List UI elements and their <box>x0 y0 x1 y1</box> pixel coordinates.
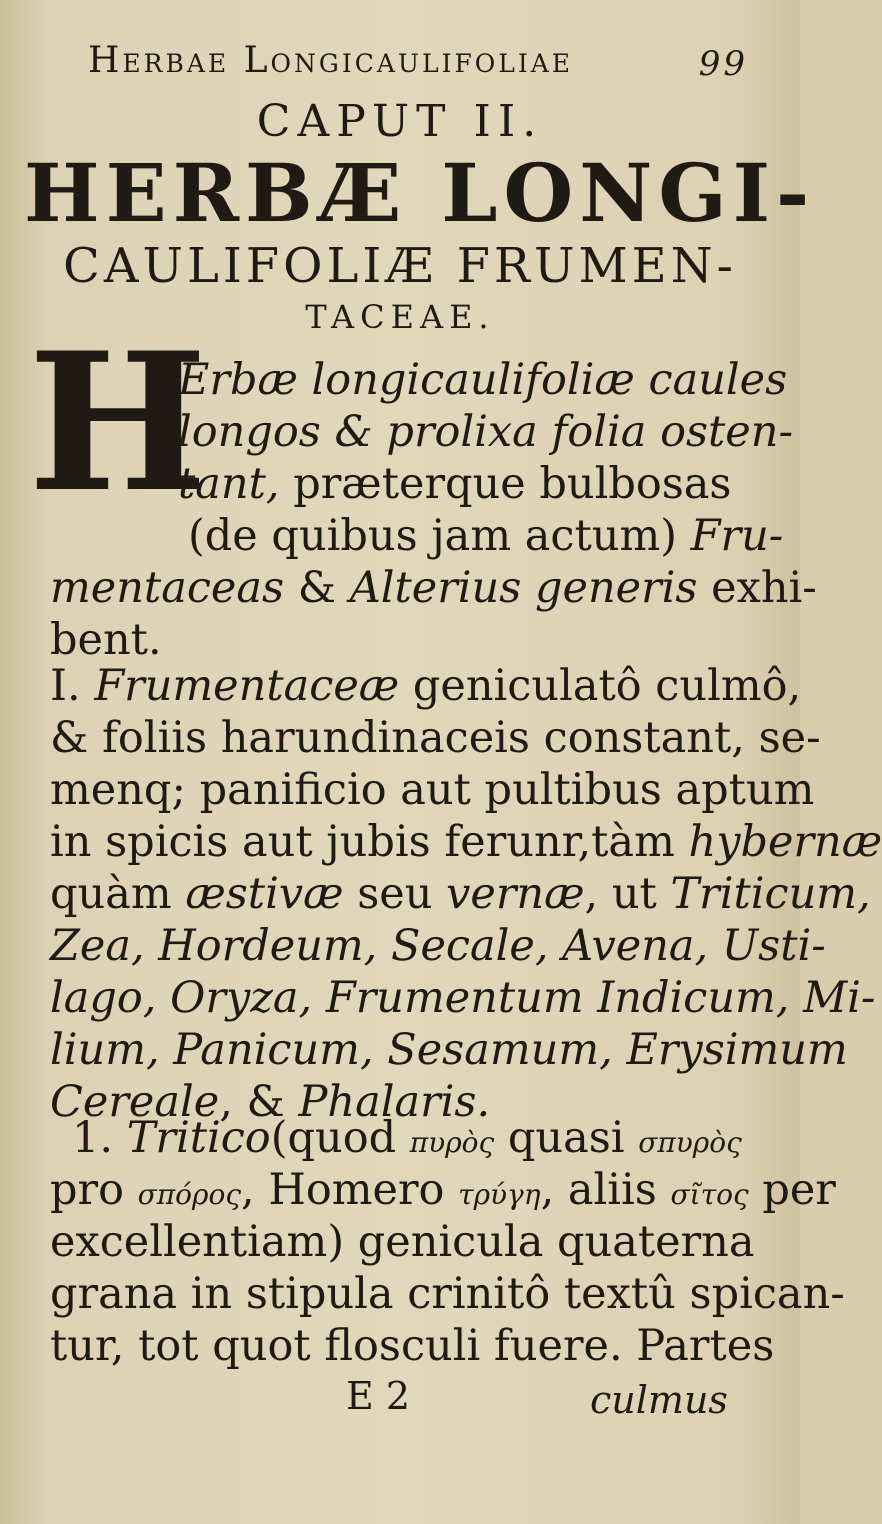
text-run: per <box>748 1165 836 1215</box>
text-line: Zea, Hordeum, Secale, Avena, Usti- <box>50 921 826 971</box>
text-run: I. <box>50 661 95 711</box>
text-line: menq; panificio aut pultibus aptum <box>50 765 815 815</box>
text-run: (quod <box>270 1113 410 1163</box>
text-line: longos & prolixa folia osten- <box>178 407 793 457</box>
text-line <box>20 816 882 868</box>
text-run: in spicis aut jubis ferunr,tàm <box>50 817 689 867</box>
chapter-title-line-2: CAULIFOLIÆ FRUMEN- <box>63 238 737 294</box>
text-run: seu <box>343 869 447 919</box>
text-line: lium, Panicum, Sesamum, Erysimum <box>50 1025 848 1075</box>
text-run: Alterius generis <box>349 563 698 613</box>
chapter-title-line-3: TACEAE. <box>305 298 495 336</box>
page-number: 99 <box>698 44 748 84</box>
text-run: præterque bulbosas <box>279 459 732 509</box>
text-run: , Homero <box>241 1165 459 1215</box>
text-line <box>20 868 871 920</box>
text-run: vernæ <box>446 869 585 919</box>
text-line <box>20 1164 836 1216</box>
text-line <box>20 562 817 614</box>
text-line <box>20 458 740 510</box>
text-run: , aliis <box>540 1165 671 1215</box>
greek-word: πυρὸς <box>409 1126 495 1159</box>
text-run: pro <box>50 1165 138 1215</box>
text-line: tur, tot quot flosculi fuere. Partes <box>50 1321 775 1371</box>
text-run: Phalaris. <box>298 1077 491 1127</box>
text-line <box>20 660 802 712</box>
greek-word: σπόρος <box>137 1178 242 1211</box>
text-run: (de quibus jam actum) <box>188 511 691 561</box>
text-line: excellentiam) genicula quaterna <box>50 1217 755 1267</box>
text-run: æstivæ <box>185 869 344 919</box>
text-line <box>20 510 784 562</box>
text-run: Triticum, <box>670 869 871 919</box>
text-line: grana in stipula crinitô textû spican- <box>50 1269 845 1319</box>
text-run: , & <box>219 1077 299 1127</box>
text-run: geniculatô culmô, <box>399 661 802 711</box>
text-run: quasi <box>494 1113 639 1163</box>
text-run: quàm <box>50 869 186 919</box>
catchword: culmus <box>590 1378 728 1422</box>
text-run: Fru- <box>690 511 784 561</box>
paragraph-two <box>20 1112 845 1372</box>
running-head-title: Herbae Longicaulifoliae <box>88 40 574 81</box>
text-run: mentaceas <box>50 563 285 613</box>
text-run: 1. <box>72 1113 127 1163</box>
intro-paragraph <box>20 354 817 666</box>
greek-word: σπυρὸς <box>638 1126 742 1159</box>
text-line: bent. <box>50 615 162 665</box>
drop-cap: H <box>28 311 208 534</box>
text-run: Tritico <box>126 1113 271 1163</box>
text-line: & foliis harundinaceis constant, se- <box>50 713 821 763</box>
greek-word: σῖτος <box>670 1178 749 1211</box>
chapter-label: CAPUT II. <box>256 96 544 147</box>
signature-mark: E 2 <box>346 1374 410 1418</box>
text-line: Erbæ longicaulifoliæ caules <box>178 355 788 405</box>
paragraph-one <box>20 660 882 1128</box>
text-run: Frumentaceæ <box>94 661 400 711</box>
text-run: tant, <box>178 459 280 509</box>
text-run: hybernæ <box>688 817 882 867</box>
text-run: & <box>284 563 350 613</box>
text-run: , ut <box>584 869 671 919</box>
chapter-title-line-1: HERBÆ LONGI- <box>24 146 816 240</box>
text-run: exhi- <box>697 563 817 613</box>
running-head <box>88 40 748 90</box>
text-run: Cereale <box>50 1077 220 1127</box>
text-line <box>20 1112 740 1164</box>
text-line: lago, Oryza, Frumentum Indicum, Mi- <box>50 973 876 1023</box>
greek-word: τρύγη <box>458 1178 541 1211</box>
